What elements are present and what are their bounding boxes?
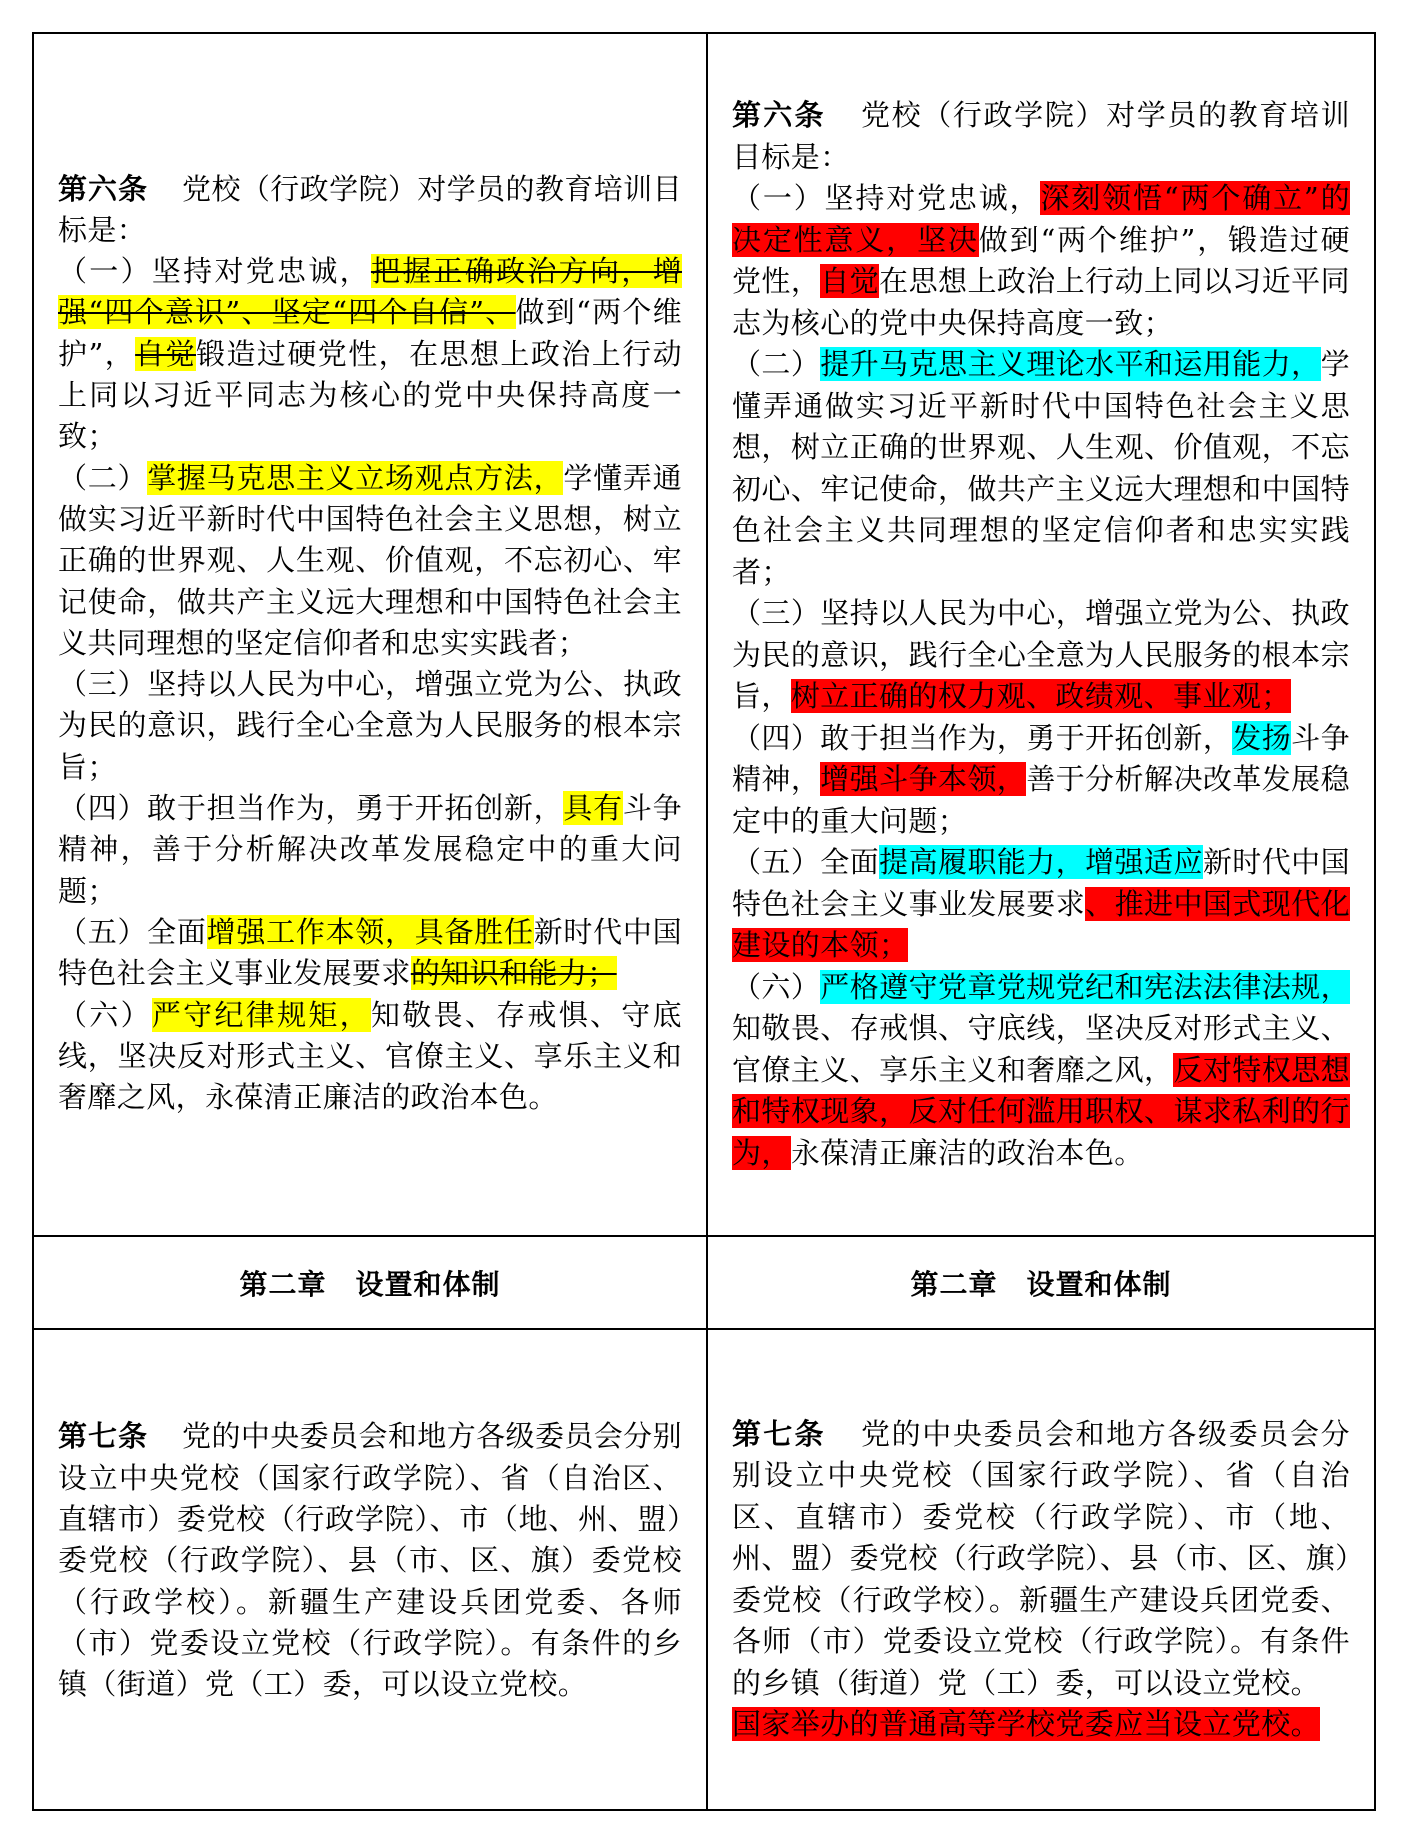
highlighted-text: 严守纪律规矩， bbox=[151, 997, 371, 1032]
added-text-red: 、推进中国式现代化建设的本领； bbox=[732, 886, 1350, 962]
article-intro: 党校（行政学院）对学员的教育培训目标是： bbox=[732, 98, 1350, 174]
item-text: 知敬畏、存戒惧、守底线，坚决反对形式主义、官僚主义、享乐主义和奢靡之风，永葆清正廉洁的政治本色。 bbox=[58, 997, 682, 1115]
article-text: 党的中央委员会和地方各级委员会分别设立中央党校（国家行政学院）、省（自治区、直辖市）委党校（行政学院）、市（地、州、盟）委党校（行政学院）、县（市、区、旗）委党校（行政学校）。新疆生产建设兵团党委、各师（市）党委设立党校（行政学院）。有条件的乡镇（街道）党（工）委，可以设立党校。 bbox=[58, 1419, 682, 1702]
item-5 bbox=[732, 842, 1350, 967]
deleted-highlighted-text: 的知识和能力； bbox=[410, 956, 617, 991]
added-text-red: 深刻领悟“两个确立”的决定性意义，坚决 bbox=[732, 181, 1350, 257]
item-2 bbox=[58, 458, 682, 664]
item-text: （一）坚持对党忠诚， bbox=[732, 181, 1041, 215]
chapter-row bbox=[33, 1236, 1375, 1329]
item-text: （四）敢于担当作为，勇于开拓创新， bbox=[732, 720, 1233, 755]
chapter-title: 第二章 设置和体制 bbox=[910, 1267, 1172, 1301]
changed-text-cyan: 发扬 bbox=[1232, 720, 1292, 755]
article-heading bbox=[58, 169, 682, 252]
article-label: 第七条 bbox=[58, 1419, 149, 1454]
article-6-row bbox=[33, 33, 1375, 1236]
deleted-highlighted-text: 自觉 bbox=[135, 336, 197, 371]
item-4 bbox=[58, 788, 682, 912]
item-5 bbox=[58, 912, 682, 995]
item-text: 善于分析解决改革发展稳定中的重大问题； bbox=[732, 762, 1351, 838]
left-chapter-cell bbox=[33, 1236, 707, 1329]
item-1 bbox=[732, 178, 1350, 344]
left-cell-article-6 bbox=[33, 33, 707, 1236]
item-3 bbox=[732, 593, 1350, 718]
item-text: 斗争精神， bbox=[732, 720, 1350, 796]
highlighted-text: 增强工作本领，具备胜任 bbox=[206, 914, 534, 949]
right-cell-article-7 bbox=[707, 1329, 1375, 1810]
item-text: （二） bbox=[58, 460, 148, 495]
item-text: （五）全面 bbox=[732, 845, 880, 879]
item-text: 在思想上政治上行动上同以习近平同志为核心的党中央保持高度一致； bbox=[732, 264, 1350, 340]
highlighted-text: 掌握马克思主义立场观点方法， bbox=[147, 460, 564, 495]
item-text: 永葆清正廉洁的政治本色。 bbox=[790, 1135, 1144, 1170]
item-6 bbox=[732, 967, 1350, 1175]
item-4 bbox=[732, 718, 1350, 843]
changed-text-cyan: 提高履职能力，增强适应 bbox=[879, 845, 1203, 879]
old-article-7 bbox=[58, 1416, 682, 1705]
article-label: 第六条 bbox=[58, 171, 149, 206]
item-text: （四）敢于担当作为，勇于开拓创新， bbox=[58, 791, 564, 826]
item-text: （一）坚持对党忠诚， bbox=[58, 254, 371, 289]
new-article-6 bbox=[732, 95, 1350, 1174]
item-text: 做到“两个维护”，锻造过硬党性， bbox=[732, 222, 1350, 298]
added-text-red: 增强斗争本领， bbox=[820, 762, 1027, 796]
item-text: 新时代中国特色社会主义事业发展要求 bbox=[732, 845, 1350, 921]
article-text: 党的中央委员会和地方各级委员会分别设立中央党校（国家行政学院）、省（自治区、直辖市）委党校（行政学院）、市（地、州、盟）委党校（行政学院）、县（市、区、旗）委党校（行政学校）。新疆生产建设兵团党委、各师（市）党委设立党校（行政学院）。有条件的乡镇（街道）党（工）委，可以设立党校。 bbox=[732, 1416, 1350, 1700]
comparison-table bbox=[32, 32, 1376, 1811]
item-text: （二） bbox=[732, 347, 821, 381]
left-cell-article-7 bbox=[33, 1329, 707, 1810]
item-text: （六） bbox=[732, 969, 821, 1004]
deleted-highlighted-text: 把握正确政治方向，增强“四个意识”、坚定“四个自信”、 bbox=[58, 254, 682, 330]
article-7-row bbox=[33, 1329, 1375, 1810]
item-text: （五）全面 bbox=[58, 914, 207, 949]
chapter-title: 第二章 设置和体制 bbox=[239, 1267, 501, 1301]
added-paragraph bbox=[732, 1704, 1350, 1746]
item-6 bbox=[58, 995, 682, 1119]
item-2 bbox=[732, 344, 1350, 593]
added-text-red: 树立正确的权力观、政绩观、事业观； bbox=[790, 679, 1291, 713]
article-heading bbox=[732, 95, 1350, 178]
item-3: （三）坚持以人民为中心，增强立党为公、执政为民的意识，践行全心全意为人民服务的根本宗旨； bbox=[58, 667, 682, 784]
item-text: 新时代中国特色社会主义事业发展要求 bbox=[58, 914, 682, 991]
item-text: 学懂弄通做实习近平新时代中国特色社会主义思想，树立正确的世界观、人生观、价值观，不忘初心、牢记使命，做共产主义远大理想和中国特色社会主义共同理想的坚定信仰者和忠实实践者； bbox=[732, 347, 1350, 589]
article-intro: 党校（行政学院）对学员的教育培训目标是： bbox=[58, 171, 682, 247]
right-chapter-cell bbox=[707, 1236, 1375, 1329]
changed-text-cyan: 提升马克思主义理论水平和运用能力， bbox=[820, 347, 1321, 381]
new-article-7 bbox=[732, 1414, 1350, 1746]
added-text-red: 自觉 bbox=[820, 264, 880, 298]
item-text: 知敬畏、存戒惧、守底线，坚决反对形式主义、官僚主义、享乐主义和奢靡之风， bbox=[732, 1011, 1350, 1087]
item-text: （三）坚持以人民为中心，增强立党为公、执政为民的意识，践行全心全意为人民服务的根本宗旨， bbox=[732, 596, 1350, 713]
old-article-6 bbox=[58, 169, 682, 1119]
item-text: （六） bbox=[58, 997, 152, 1032]
item-text: 学懂弄通做实习近平新时代中国特色社会主义思想，树立正确的世界观、人生观、价值观，不忘初心、牢记使命，做共产主义远大理想和中国特色社会主义共同理想的坚定信仰者和忠实实践者； bbox=[58, 460, 682, 660]
item-1 bbox=[58, 251, 682, 457]
item-text: 斗争精神，善于分析解决改革发展稳定中的重大问题； bbox=[58, 791, 682, 908]
article-label: 第七条 bbox=[732, 1416, 826, 1451]
right-cell-article-6 bbox=[707, 33, 1375, 1236]
article-label: 第六条 bbox=[732, 98, 826, 132]
added-text-red: 国家举办的普通高等学校党委应当设立党校。 bbox=[732, 1707, 1321, 1741]
added-text-red: 反对特权思想和特权现象，反对任何滥用职权、谋求私利的行为， bbox=[732, 1052, 1350, 1170]
item-text: 做到“两个维护”， bbox=[58, 295, 682, 371]
item-text: 锻造过硬党性，在思想上政治上行动上同以习近平同志为核心的党中央保持高度一致； bbox=[58, 336, 682, 454]
highlighted-text: 具有 bbox=[563, 791, 623, 826]
changed-text-cyan: 严格遵守党章党规党纪和宪法法律法规， bbox=[820, 969, 1351, 1004]
